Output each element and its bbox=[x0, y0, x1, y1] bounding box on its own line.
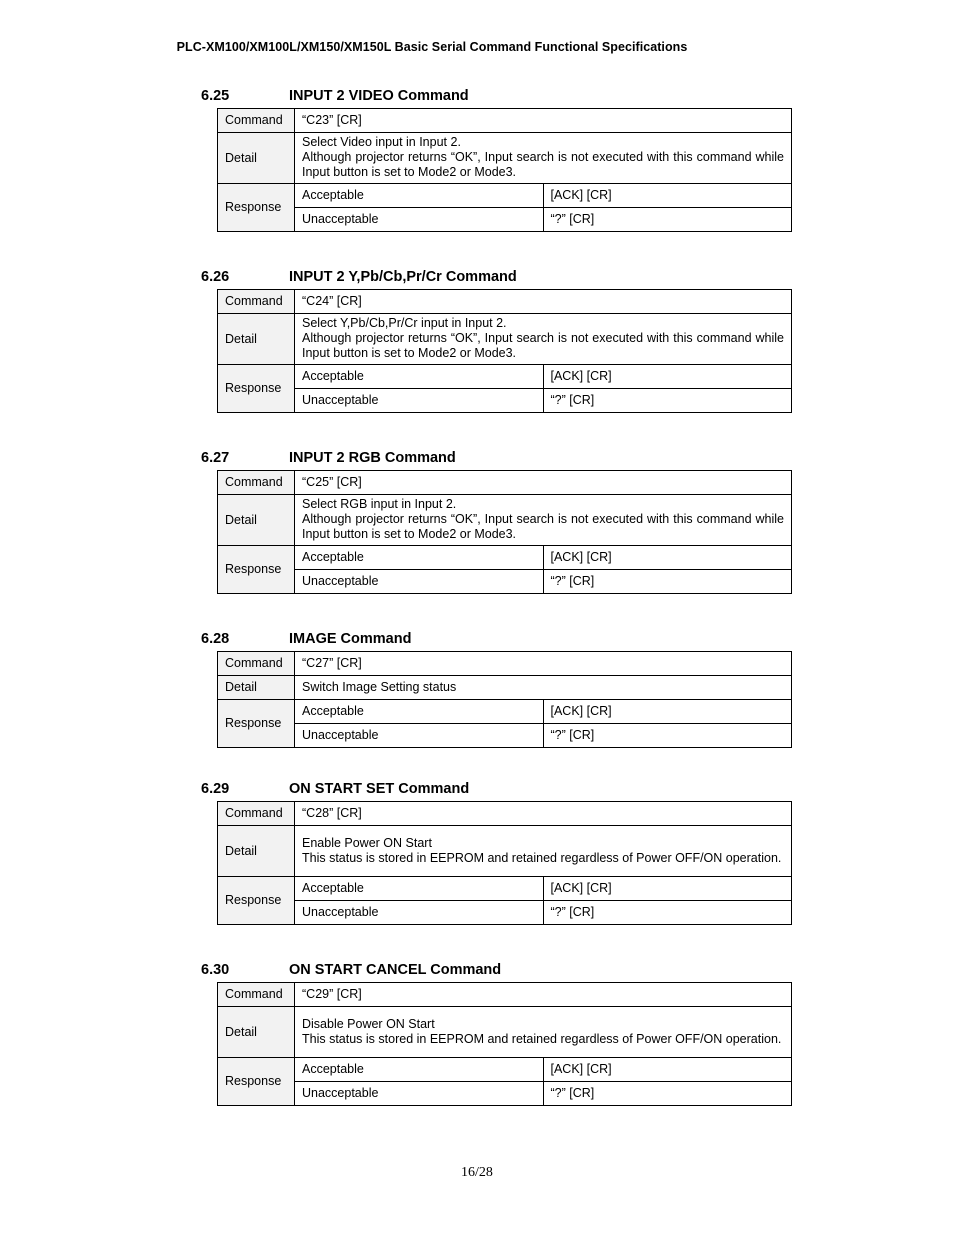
detail-label: Detail bbox=[218, 1007, 295, 1058]
response-row bbox=[218, 724, 792, 748]
command-label: Command bbox=[218, 802, 295, 826]
detail-text bbox=[295, 676, 792, 700]
command-value: “C25” [CR] bbox=[295, 471, 792, 495]
unacceptable-label: Unacceptable bbox=[295, 208, 544, 232]
acceptable-value: [ACK] [CR] bbox=[543, 1058, 792, 1082]
page-number: 16/28 bbox=[461, 1165, 493, 1180]
section-heading: INPUT 2 Y,Pb/Cb,Pr/Cr Command bbox=[289, 269, 517, 285]
section-number: 6.28 bbox=[201, 631, 230, 647]
detail-label: Detail bbox=[218, 826, 295, 877]
section-heading: INPUT 2 VIDEO Command bbox=[289, 88, 469, 104]
detail-row bbox=[218, 826, 792, 877]
detail-line: Enable Power ON Start bbox=[302, 835, 432, 850]
section-title bbox=[201, 86, 801, 108]
unacceptable-value: “?” [CR] bbox=[543, 901, 792, 925]
detail-text bbox=[295, 133, 792, 184]
detail-text bbox=[295, 826, 792, 877]
section-heading: INPUT 2 RGB Command bbox=[289, 450, 456, 466]
section-6-25 bbox=[201, 86, 801, 232]
response-row bbox=[218, 877, 792, 901]
response-label: Response bbox=[218, 1058, 295, 1106]
command-value: “C27” [CR] bbox=[295, 652, 792, 676]
command-table bbox=[217, 651, 792, 748]
response-row bbox=[218, 700, 792, 724]
response-row bbox=[218, 570, 792, 594]
command-label: Command bbox=[218, 983, 295, 1007]
section-6-29 bbox=[201, 779, 801, 925]
response-label: Response bbox=[218, 546, 295, 594]
section-6-26 bbox=[201, 267, 801, 413]
acceptable-label: Acceptable bbox=[295, 700, 544, 724]
section-title bbox=[201, 960, 801, 982]
unacceptable-value: “?” [CR] bbox=[543, 724, 792, 748]
response-label: Response bbox=[218, 184, 295, 232]
acceptable-label: Acceptable bbox=[295, 877, 544, 901]
acceptable-label: Acceptable bbox=[295, 546, 544, 570]
response-row bbox=[218, 546, 792, 570]
detail-line: Although projector returns “OK”, Input search is not executed with this command while Input button is set to Mode2 or Mode3. bbox=[302, 331, 784, 360]
section-6-27 bbox=[201, 448, 801, 594]
acceptable-value: [ACK] [CR] bbox=[543, 546, 792, 570]
response-label: Response bbox=[218, 877, 295, 925]
detail-text bbox=[295, 314, 792, 365]
detail-row bbox=[218, 133, 792, 184]
command-table bbox=[217, 801, 792, 925]
detail-row bbox=[218, 676, 792, 700]
section-title bbox=[201, 629, 801, 651]
acceptable-label: Acceptable bbox=[295, 365, 544, 389]
section-6-28 bbox=[201, 629, 801, 748]
response-row bbox=[218, 208, 792, 232]
command-label: Command bbox=[218, 290, 295, 314]
acceptable-label: Acceptable bbox=[295, 184, 544, 208]
section-6-30 bbox=[201, 960, 801, 1106]
detail-label: Detail bbox=[218, 495, 295, 546]
detail-line: This status is stored in EEPROM and retained regardless of Power OFF/ON operation. bbox=[302, 1031, 782, 1046]
command-table bbox=[217, 289, 792, 413]
section-number: 6.29 bbox=[201, 781, 230, 797]
response-row bbox=[218, 389, 792, 413]
section-number: 6.25 bbox=[201, 88, 230, 104]
acceptable-value: [ACK] [CR] bbox=[543, 184, 792, 208]
section-title bbox=[201, 779, 801, 801]
command-label: Command bbox=[218, 652, 295, 676]
response-row bbox=[218, 184, 792, 208]
page-header: PLC-XM100/XM100L/XM150/XM150L Basic Serial Command Functional Specifications bbox=[176, 40, 688, 54]
detail-line: Select Y,Pb/Cb,Pr/Cr input in Input 2. bbox=[302, 316, 507, 330]
unacceptable-label: Unacceptable bbox=[295, 1082, 544, 1106]
command-row bbox=[218, 802, 792, 826]
response-label: Response bbox=[218, 365, 295, 413]
command-label: Command bbox=[218, 109, 295, 133]
command-table bbox=[217, 470, 792, 594]
command-label: Command bbox=[218, 471, 295, 495]
unacceptable-value: “?” [CR] bbox=[543, 208, 792, 232]
detail-row bbox=[218, 495, 792, 546]
section-number: 6.27 bbox=[201, 450, 230, 466]
response-row bbox=[218, 365, 792, 389]
detail-text bbox=[295, 495, 792, 546]
command-value: “C23” [CR] bbox=[295, 109, 792, 133]
command-row bbox=[218, 983, 792, 1007]
command-row bbox=[218, 471, 792, 495]
command-table bbox=[217, 108, 792, 232]
unacceptable-label: Unacceptable bbox=[295, 901, 544, 925]
unacceptable-value: “?” [CR] bbox=[543, 389, 792, 413]
unacceptable-value: “?” [CR] bbox=[543, 1082, 792, 1106]
detail-label: Detail bbox=[218, 314, 295, 365]
detail-line: This status is stored in EEPROM and retained regardless of Power OFF/ON operation. bbox=[302, 850, 782, 865]
acceptable-value: [ACK] [CR] bbox=[543, 700, 792, 724]
command-row bbox=[218, 290, 792, 314]
detail-row bbox=[218, 1007, 792, 1058]
detail-label: Detail bbox=[218, 133, 295, 184]
unacceptable-label: Unacceptable bbox=[295, 570, 544, 594]
unacceptable-label: Unacceptable bbox=[295, 389, 544, 413]
detail-line: Disable Power ON Start bbox=[302, 1016, 435, 1031]
command-value: “C24” [CR] bbox=[295, 290, 792, 314]
detail-label: Detail bbox=[218, 676, 295, 700]
section-heading: IMAGE Command bbox=[289, 631, 412, 647]
response-label: Response bbox=[218, 700, 295, 748]
detail-line: Although projector returns “OK”, Input search is not executed with this command while Input button is set to Mode2 or Mode3. bbox=[302, 512, 784, 541]
section-number: 6.30 bbox=[201, 962, 230, 978]
section-number: 6.26 bbox=[201, 269, 230, 285]
command-value: “C29” [CR] bbox=[295, 983, 792, 1007]
detail-line: Select Video input in Input 2. bbox=[302, 135, 461, 149]
section-title bbox=[201, 267, 801, 289]
detail-line: Switch Image Setting status bbox=[302, 680, 457, 694]
unacceptable-label: Unacceptable bbox=[295, 724, 544, 748]
detail-text bbox=[295, 1007, 792, 1058]
detail-line: Select RGB input in Input 2. bbox=[302, 497, 457, 511]
section-heading: ON START CANCEL Command bbox=[289, 962, 502, 978]
detail-row bbox=[218, 314, 792, 365]
response-row bbox=[218, 1082, 792, 1106]
unacceptable-value: “?” [CR] bbox=[543, 570, 792, 594]
command-table bbox=[217, 982, 792, 1106]
detail-line: Although projector returns “OK”, Input search is not executed with this command while Input button is set to Mode2 or Mode3. bbox=[302, 150, 784, 179]
command-value: “C28” [CR] bbox=[295, 802, 792, 826]
command-row bbox=[218, 652, 792, 676]
section-heading: ON START SET Command bbox=[289, 781, 470, 797]
acceptable-value: [ACK] [CR] bbox=[543, 365, 792, 389]
response-row bbox=[218, 901, 792, 925]
command-row bbox=[218, 109, 792, 133]
acceptable-label: Acceptable bbox=[295, 1058, 544, 1082]
acceptable-value: [ACK] [CR] bbox=[543, 877, 792, 901]
section-title bbox=[201, 448, 801, 470]
response-row bbox=[218, 1058, 792, 1082]
